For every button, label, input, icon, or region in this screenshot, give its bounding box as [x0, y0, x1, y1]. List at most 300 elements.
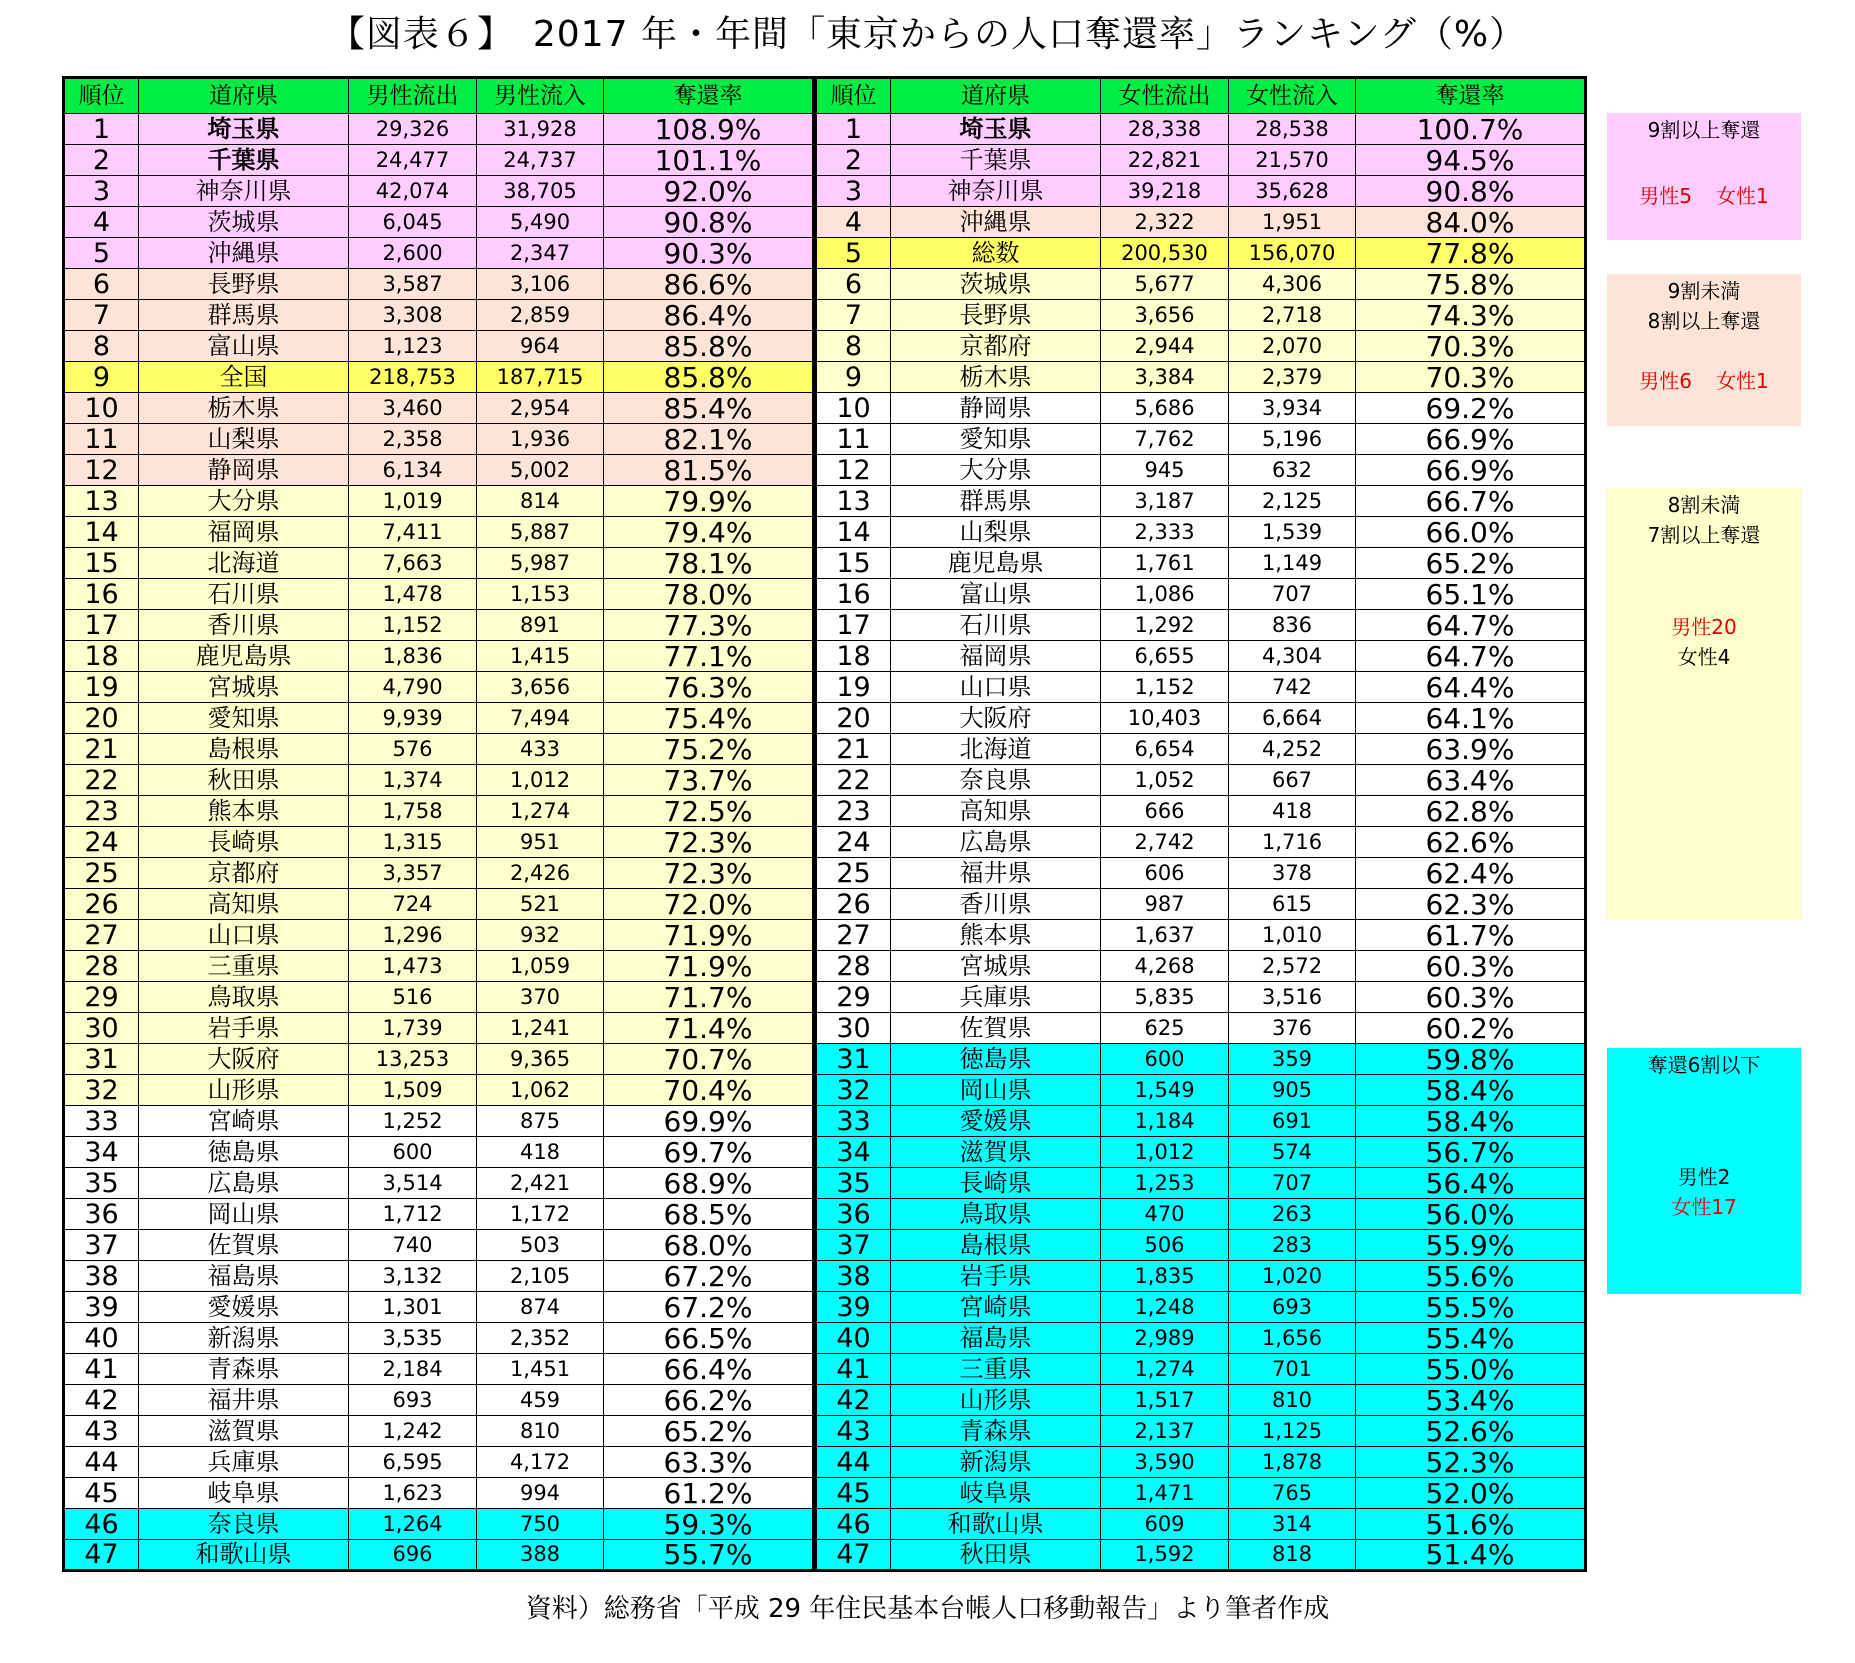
inflow-cell: 814: [477, 486, 604, 517]
outflow-cell: 13,253: [349, 1044, 477, 1075]
inflow-cell: 1,878: [1229, 1447, 1356, 1478]
table-row: [64, 765, 814, 796]
table-row: [816, 1509, 1586, 1540]
female-ranking-table: [814, 76, 1587, 1572]
rank-cell: 31: [816, 1044, 891, 1075]
inflow-cell: 1,012: [477, 765, 604, 796]
outflow-cell: 1,739: [349, 1013, 477, 1044]
recovery-rate-cell: 84.0%: [1356, 207, 1586, 238]
inflow-cell: 418: [1229, 796, 1356, 827]
inflow-cell: 5,887: [477, 517, 604, 548]
inflow-cell: 418: [477, 1137, 604, 1168]
recovery-rate-cell: 77.8%: [1356, 238, 1586, 269]
rank-cell: 42: [816, 1385, 891, 1416]
prefecture-cell: 岩手県: [139, 1013, 349, 1044]
rank-cell: 28: [816, 951, 891, 982]
outflow-cell: 42,074: [349, 176, 477, 207]
prefecture-cell: 鳥取県: [139, 982, 349, 1013]
prefecture-cell: 石川県: [891, 610, 1101, 641]
outflow-cell: 6,655: [1101, 641, 1229, 672]
table-row: [816, 207, 1586, 238]
rank-cell: 46: [816, 1509, 891, 1540]
rank-cell: 32: [816, 1075, 891, 1106]
table-row: [64, 672, 814, 703]
rank-cell: 15: [816, 548, 891, 579]
outflow-cell: 1,473: [349, 951, 477, 982]
recovery-rate-cell: 51.4%: [1356, 1540, 1586, 1571]
outflow-cell: 39,218: [1101, 176, 1229, 207]
table-row: [64, 517, 814, 548]
recovery-rate-cell: 76.3%: [604, 672, 814, 703]
prefecture-cell: 奈良県: [891, 765, 1101, 796]
prefecture-cell: 神奈川県: [139, 176, 349, 207]
inflow-cell: 24,737: [477, 145, 604, 176]
rank-cell: 45: [816, 1478, 891, 1509]
rank-cell: 47: [64, 1540, 139, 1571]
recovery-rate-cell: 72.3%: [604, 858, 814, 889]
rank-cell: 10: [64, 393, 139, 424]
chart-title: 【図表６】 2017 年・年間「東京からの人口奪還率」ランキング（%）: [328, 14, 1527, 55]
rank-cell: 17: [816, 610, 891, 641]
table-row: [816, 641, 1586, 672]
prefecture-cell: 高知県: [891, 796, 1101, 827]
column-header: 女性流入: [1229, 78, 1356, 114]
rank-cell: 32: [64, 1075, 139, 1106]
table-row: [64, 300, 814, 331]
table-row: [64, 424, 814, 455]
inflow-cell: 1,936: [477, 424, 604, 455]
inflow-cell: 1,415: [477, 641, 604, 672]
table-row: [816, 734, 1586, 765]
rank-cell: 24: [64, 827, 139, 858]
recovery-rate-cell: 56.0%: [1356, 1199, 1586, 1230]
outflow-cell: 470: [1101, 1199, 1229, 1230]
prefecture-cell: 島根県: [891, 1230, 1101, 1261]
prefecture-cell: 大分県: [891, 455, 1101, 486]
inflow-cell: 1,062: [477, 1075, 604, 1106]
prefecture-cell: 宮崎県: [891, 1292, 1101, 1323]
table-row: [64, 269, 814, 300]
legend-count-female: 女性4: [1677, 645, 1731, 669]
recovery-rate-cell: 66.2%: [604, 1385, 814, 1416]
male-table-header: [64, 78, 814, 114]
recovery-rate-cell: 69.2%: [1356, 393, 1586, 424]
table-row: [816, 362, 1586, 393]
table-row: [64, 1075, 814, 1106]
recovery-rate-cell: 60.2%: [1356, 1013, 1586, 1044]
legend-tier3: [1607, 488, 1801, 920]
inflow-cell: 521: [477, 889, 604, 920]
outflow-cell: 1,549: [1101, 1075, 1229, 1106]
inflow-cell: 1,716: [1229, 827, 1356, 858]
inflow-cell: 314: [1229, 1509, 1356, 1540]
recovery-rate-cell: 61.2%: [604, 1478, 814, 1509]
table-row: [64, 1106, 814, 1137]
legend-label: 8割未満: [1667, 493, 1741, 517]
table-row: [64, 796, 814, 827]
table-row: [816, 1013, 1586, 1044]
inflow-cell: 1,149: [1229, 548, 1356, 579]
recovery-rate-cell: 75.4%: [604, 703, 814, 734]
outflow-cell: 724: [349, 889, 477, 920]
inflow-cell: 4,172: [477, 1447, 604, 1478]
prefecture-cell: 愛知県: [139, 703, 349, 734]
recovery-rate-cell: 70.4%: [604, 1075, 814, 1106]
rank-cell: 29: [64, 982, 139, 1013]
table-row: [816, 827, 1586, 858]
outflow-cell: 200,530: [1101, 238, 1229, 269]
column-header: 道府県: [891, 78, 1101, 114]
outflow-cell: 609: [1101, 1509, 1229, 1540]
rank-cell: 1: [816, 114, 891, 145]
prefecture-cell: 大分県: [139, 486, 349, 517]
outflow-cell: 6,654: [1101, 734, 1229, 765]
table-row: [816, 1137, 1586, 1168]
legend-count-female: 女性1: [1716, 369, 1769, 393]
recovery-rate-cell: 66.9%: [1356, 455, 1586, 486]
outflow-cell: 1,264: [349, 1509, 477, 1540]
prefecture-cell: 千葉県: [891, 145, 1101, 176]
inflow-cell: 693: [1229, 1292, 1356, 1323]
rank-cell: 14: [816, 517, 891, 548]
inflow-cell: 459: [477, 1385, 604, 1416]
prefecture-cell: 群馬県: [139, 300, 349, 331]
table-row: [816, 1478, 1586, 1509]
rank-cell: 22: [816, 765, 891, 796]
prefecture-cell: 香川県: [891, 889, 1101, 920]
outflow-cell: 666: [1101, 796, 1229, 827]
table-row: [64, 1230, 814, 1261]
inflow-cell: 2,718: [1229, 300, 1356, 331]
inflow-cell: 905: [1229, 1075, 1356, 1106]
inflow-cell: 701: [1229, 1354, 1356, 1385]
rank-cell: 29: [816, 982, 891, 1013]
table-row: [64, 486, 814, 517]
outflow-cell: 3,590: [1101, 1447, 1229, 1478]
outflow-cell: 2,322: [1101, 207, 1229, 238]
prefecture-cell: 鹿児島県: [139, 641, 349, 672]
prefecture-cell: 新潟県: [139, 1323, 349, 1354]
prefecture-cell: 千葉県: [139, 145, 349, 176]
outflow-cell: 1,592: [1101, 1540, 1229, 1571]
rank-cell: 16: [816, 579, 891, 610]
prefecture-cell: 和歌山県: [891, 1509, 1101, 1540]
table-row: [816, 1416, 1586, 1447]
recovery-rate-cell: 92.0%: [604, 176, 814, 207]
recovery-rate-cell: 81.5%: [604, 455, 814, 486]
inflow-cell: 1,172: [477, 1199, 604, 1230]
legend-count-male: 男性6: [1639, 369, 1692, 393]
table-row: [64, 145, 814, 176]
outflow-cell: 1,836: [349, 641, 477, 672]
outflow-cell: 6,595: [349, 1447, 477, 1478]
rank-cell: 25: [64, 858, 139, 889]
recovery-rate-cell: 85.4%: [604, 393, 814, 424]
table-row: [64, 1044, 814, 1075]
recovery-rate-cell: 71.9%: [604, 951, 814, 982]
table-row: [64, 641, 814, 672]
outflow-cell: 625: [1101, 1013, 1229, 1044]
inflow-cell: 370: [477, 982, 604, 1013]
prefecture-cell: 熊本県: [139, 796, 349, 827]
recovery-rate-cell: 55.6%: [1356, 1261, 1586, 1292]
table-row: [816, 269, 1586, 300]
rank-cell: 17: [64, 610, 139, 641]
rank-cell: 31: [64, 1044, 139, 1075]
rank-cell: 5: [816, 238, 891, 269]
prefecture-cell: 全国: [139, 362, 349, 393]
rank-cell: 30: [64, 1013, 139, 1044]
inflow-cell: 3,934: [1229, 393, 1356, 424]
recovery-rate-cell: 65.2%: [1356, 548, 1586, 579]
recovery-rate-cell: 56.7%: [1356, 1137, 1586, 1168]
outflow-cell: 28,338: [1101, 114, 1229, 145]
column-header: 奪還率: [604, 78, 814, 114]
table-row: [816, 1292, 1586, 1323]
inflow-cell: 810: [1229, 1385, 1356, 1416]
table-row: [816, 1354, 1586, 1385]
outflow-cell: 506: [1101, 1230, 1229, 1261]
table-row: [64, 238, 814, 269]
outflow-cell: 4,268: [1101, 951, 1229, 982]
outflow-cell: 9,939: [349, 703, 477, 734]
recovery-rate-cell: 51.6%: [1356, 1509, 1586, 1540]
prefecture-cell: 福岡県: [891, 641, 1101, 672]
column-header: 奪還率: [1356, 78, 1586, 114]
inflow-cell: 5,987: [477, 548, 604, 579]
rank-cell: 22: [64, 765, 139, 796]
rank-cell: 26: [64, 889, 139, 920]
inflow-cell: 28,538: [1229, 114, 1356, 145]
recovery-rate-cell: 70.3%: [1356, 362, 1586, 393]
rank-cell: 4: [64, 207, 139, 238]
outflow-cell: 1,152: [1101, 672, 1229, 703]
prefecture-cell: 佐賀県: [139, 1230, 349, 1261]
outflow-cell: 1,292: [1101, 610, 1229, 641]
prefecture-cell: 富山県: [139, 331, 349, 362]
prefecture-cell: 山口県: [139, 920, 349, 951]
inflow-cell: 5,196: [1229, 424, 1356, 455]
prefecture-cell: 三重県: [891, 1354, 1101, 1385]
recovery-rate-cell: 55.4%: [1356, 1323, 1586, 1354]
prefecture-cell: 富山県: [891, 579, 1101, 610]
outflow-cell: 2,137: [1101, 1416, 1229, 1447]
rank-cell: 24: [816, 827, 891, 858]
inflow-cell: 1,451: [477, 1354, 604, 1385]
outflow-cell: 4,790: [349, 672, 477, 703]
recovery-rate-cell: 60.3%: [1356, 951, 1586, 982]
table-row: [64, 920, 814, 951]
recovery-rate-cell: 65.2%: [604, 1416, 814, 1447]
recovery-rate-cell: 66.5%: [604, 1323, 814, 1354]
table-row: [816, 176, 1586, 207]
prefecture-cell: 京都府: [139, 858, 349, 889]
inflow-cell: 1,274: [477, 796, 604, 827]
inflow-cell: 4,304: [1229, 641, 1356, 672]
rank-cell: 23: [64, 796, 139, 827]
outflow-cell: 1,253: [1101, 1168, 1229, 1199]
table-row: [64, 393, 814, 424]
table-row: [816, 455, 1586, 486]
table-row: [64, 1168, 814, 1199]
outflow-cell: 1,248: [1101, 1292, 1229, 1323]
recovery-rate-cell: 85.8%: [604, 331, 814, 362]
rank-cell: 20: [64, 703, 139, 734]
recovery-rate-cell: 65.1%: [1356, 579, 1586, 610]
legend-tier1: [1607, 113, 1801, 240]
rank-cell: 19: [816, 672, 891, 703]
prefecture-cell: 岡山県: [139, 1199, 349, 1230]
table-row: [64, 548, 814, 579]
prefecture-cell: 鳥取県: [891, 1199, 1101, 1230]
prefecture-cell: 秋田県: [891, 1540, 1101, 1571]
recovery-rate-cell: 78.1%: [604, 548, 814, 579]
table-row: [64, 1447, 814, 1478]
table-row: [816, 238, 1586, 269]
rank-cell: 44: [64, 1447, 139, 1478]
prefecture-cell: 島根県: [139, 734, 349, 765]
inflow-cell: 2,426: [477, 858, 604, 889]
table-row: [816, 1168, 1586, 1199]
inflow-cell: 1,539: [1229, 517, 1356, 548]
outflow-cell: 1,478: [349, 579, 477, 610]
outflow-cell: 945: [1101, 455, 1229, 486]
outflow-cell: 3,535: [349, 1323, 477, 1354]
rank-cell: 38: [64, 1261, 139, 1292]
outflow-cell: 3,308: [349, 300, 477, 331]
recovery-rate-cell: 66.7%: [1356, 486, 1586, 517]
column-header: 男性流入: [477, 78, 604, 114]
recovery-rate-cell: 67.2%: [604, 1261, 814, 1292]
table-row: [64, 114, 814, 145]
outflow-cell: 3,132: [349, 1261, 477, 1292]
outflow-cell: 7,411: [349, 517, 477, 548]
rank-cell: 21: [816, 734, 891, 765]
rank-cell: 2: [816, 145, 891, 176]
prefecture-cell: 福井県: [139, 1385, 349, 1416]
recovery-rate-cell: 59.3%: [604, 1509, 814, 1540]
prefecture-cell: 茨城県: [891, 269, 1101, 300]
prefecture-cell: 山梨県: [891, 517, 1101, 548]
rank-cell: 11: [64, 424, 139, 455]
table-row: [816, 300, 1586, 331]
inflow-cell: 388: [477, 1540, 604, 1571]
inflow-cell: 2,352: [477, 1323, 604, 1354]
inflow-cell: 2,125: [1229, 486, 1356, 517]
prefecture-cell: 大阪府: [139, 1044, 349, 1075]
recovery-rate-cell: 86.4%: [604, 300, 814, 331]
recovery-rate-cell: 55.0%: [1356, 1354, 1586, 1385]
recovery-rate-cell: 72.0%: [604, 889, 814, 920]
table-row: [64, 951, 814, 982]
recovery-rate-cell: 52.3%: [1356, 1447, 1586, 1478]
prefecture-cell: 滋賀県: [891, 1137, 1101, 1168]
inflow-cell: 283: [1229, 1230, 1356, 1261]
outflow-cell: 29,326: [349, 114, 477, 145]
table-row: [816, 393, 1586, 424]
table-row: [64, 1292, 814, 1323]
prefecture-cell: 山梨県: [139, 424, 349, 455]
recovery-rate-cell: 69.9%: [604, 1106, 814, 1137]
inflow-cell: 632: [1229, 455, 1356, 486]
outflow-cell: 1,296: [349, 920, 477, 951]
rank-cell: 40: [64, 1323, 139, 1354]
rank-cell: 37: [64, 1230, 139, 1261]
table-row: [816, 610, 1586, 641]
prefecture-cell: 宮城県: [139, 672, 349, 703]
rank-cell: 42: [64, 1385, 139, 1416]
rank-cell: 35: [816, 1168, 891, 1199]
rank-cell: 1: [64, 114, 139, 145]
outflow-cell: 1,758: [349, 796, 477, 827]
inflow-cell: 810: [477, 1416, 604, 1447]
rank-cell: 18: [816, 641, 891, 672]
table-row: [64, 1385, 814, 1416]
outflow-cell: 218,753: [349, 362, 477, 393]
legend-label: 8割以上奪還: [1647, 309, 1761, 333]
outflow-cell: 740: [349, 1230, 477, 1261]
prefecture-cell: 広島県: [891, 827, 1101, 858]
inflow-cell: 750: [477, 1509, 604, 1540]
legend-label: 7割以上奪還: [1647, 523, 1761, 547]
outflow-cell: 3,656: [1101, 300, 1229, 331]
inflow-cell: 1,951: [1229, 207, 1356, 238]
rank-cell: 3: [64, 176, 139, 207]
table-row: [816, 1261, 1586, 1292]
legend-label: 9割以上奪還: [1647, 118, 1761, 142]
table-row: [816, 517, 1586, 548]
rank-cell: 47: [816, 1540, 891, 1571]
inflow-cell: 875: [477, 1106, 604, 1137]
prefecture-cell: 三重県: [139, 951, 349, 982]
rank-cell: 9: [64, 362, 139, 393]
inflow-cell: 951: [477, 827, 604, 858]
prefecture-cell: 和歌山県: [139, 1540, 349, 1571]
recovery-rate-cell: 61.7%: [1356, 920, 1586, 951]
legend-counts: [1607, 181, 1801, 211]
table-row: [816, 486, 1586, 517]
inflow-cell: 378: [1229, 858, 1356, 889]
table-row: [64, 827, 814, 858]
legend-label: 奪還6割以下: [1647, 1053, 1761, 1077]
table-row: [64, 331, 814, 362]
rank-cell: 5: [64, 238, 139, 269]
inflow-cell: 765: [1229, 1478, 1356, 1509]
rank-cell: 11: [816, 424, 891, 455]
column-header: 順位: [64, 78, 139, 114]
inflow-cell: 187,715: [477, 362, 604, 393]
rank-cell: 23: [816, 796, 891, 827]
table-row: [64, 1137, 814, 1168]
prefecture-cell: 宮城県: [891, 951, 1101, 982]
prefecture-cell: 茨城県: [139, 207, 349, 238]
rank-cell: 7: [64, 300, 139, 331]
outflow-cell: 1,509: [349, 1075, 477, 1106]
rank-cell: 45: [64, 1478, 139, 1509]
inflow-cell: 1,656: [1229, 1323, 1356, 1354]
inflow-cell: 2,347: [477, 238, 604, 269]
rank-cell: 6: [816, 269, 891, 300]
outflow-cell: 1,012: [1101, 1137, 1229, 1168]
table-row: [816, 114, 1586, 145]
column-header: 順位: [816, 78, 891, 114]
outflow-cell: 3,187: [1101, 486, 1229, 517]
prefecture-cell: 岩手県: [891, 1261, 1101, 1292]
recovery-rate-cell: 70.7%: [604, 1044, 814, 1075]
inflow-cell: 964: [477, 331, 604, 362]
table-row: [64, 982, 814, 1013]
rank-cell: 2: [64, 145, 139, 176]
